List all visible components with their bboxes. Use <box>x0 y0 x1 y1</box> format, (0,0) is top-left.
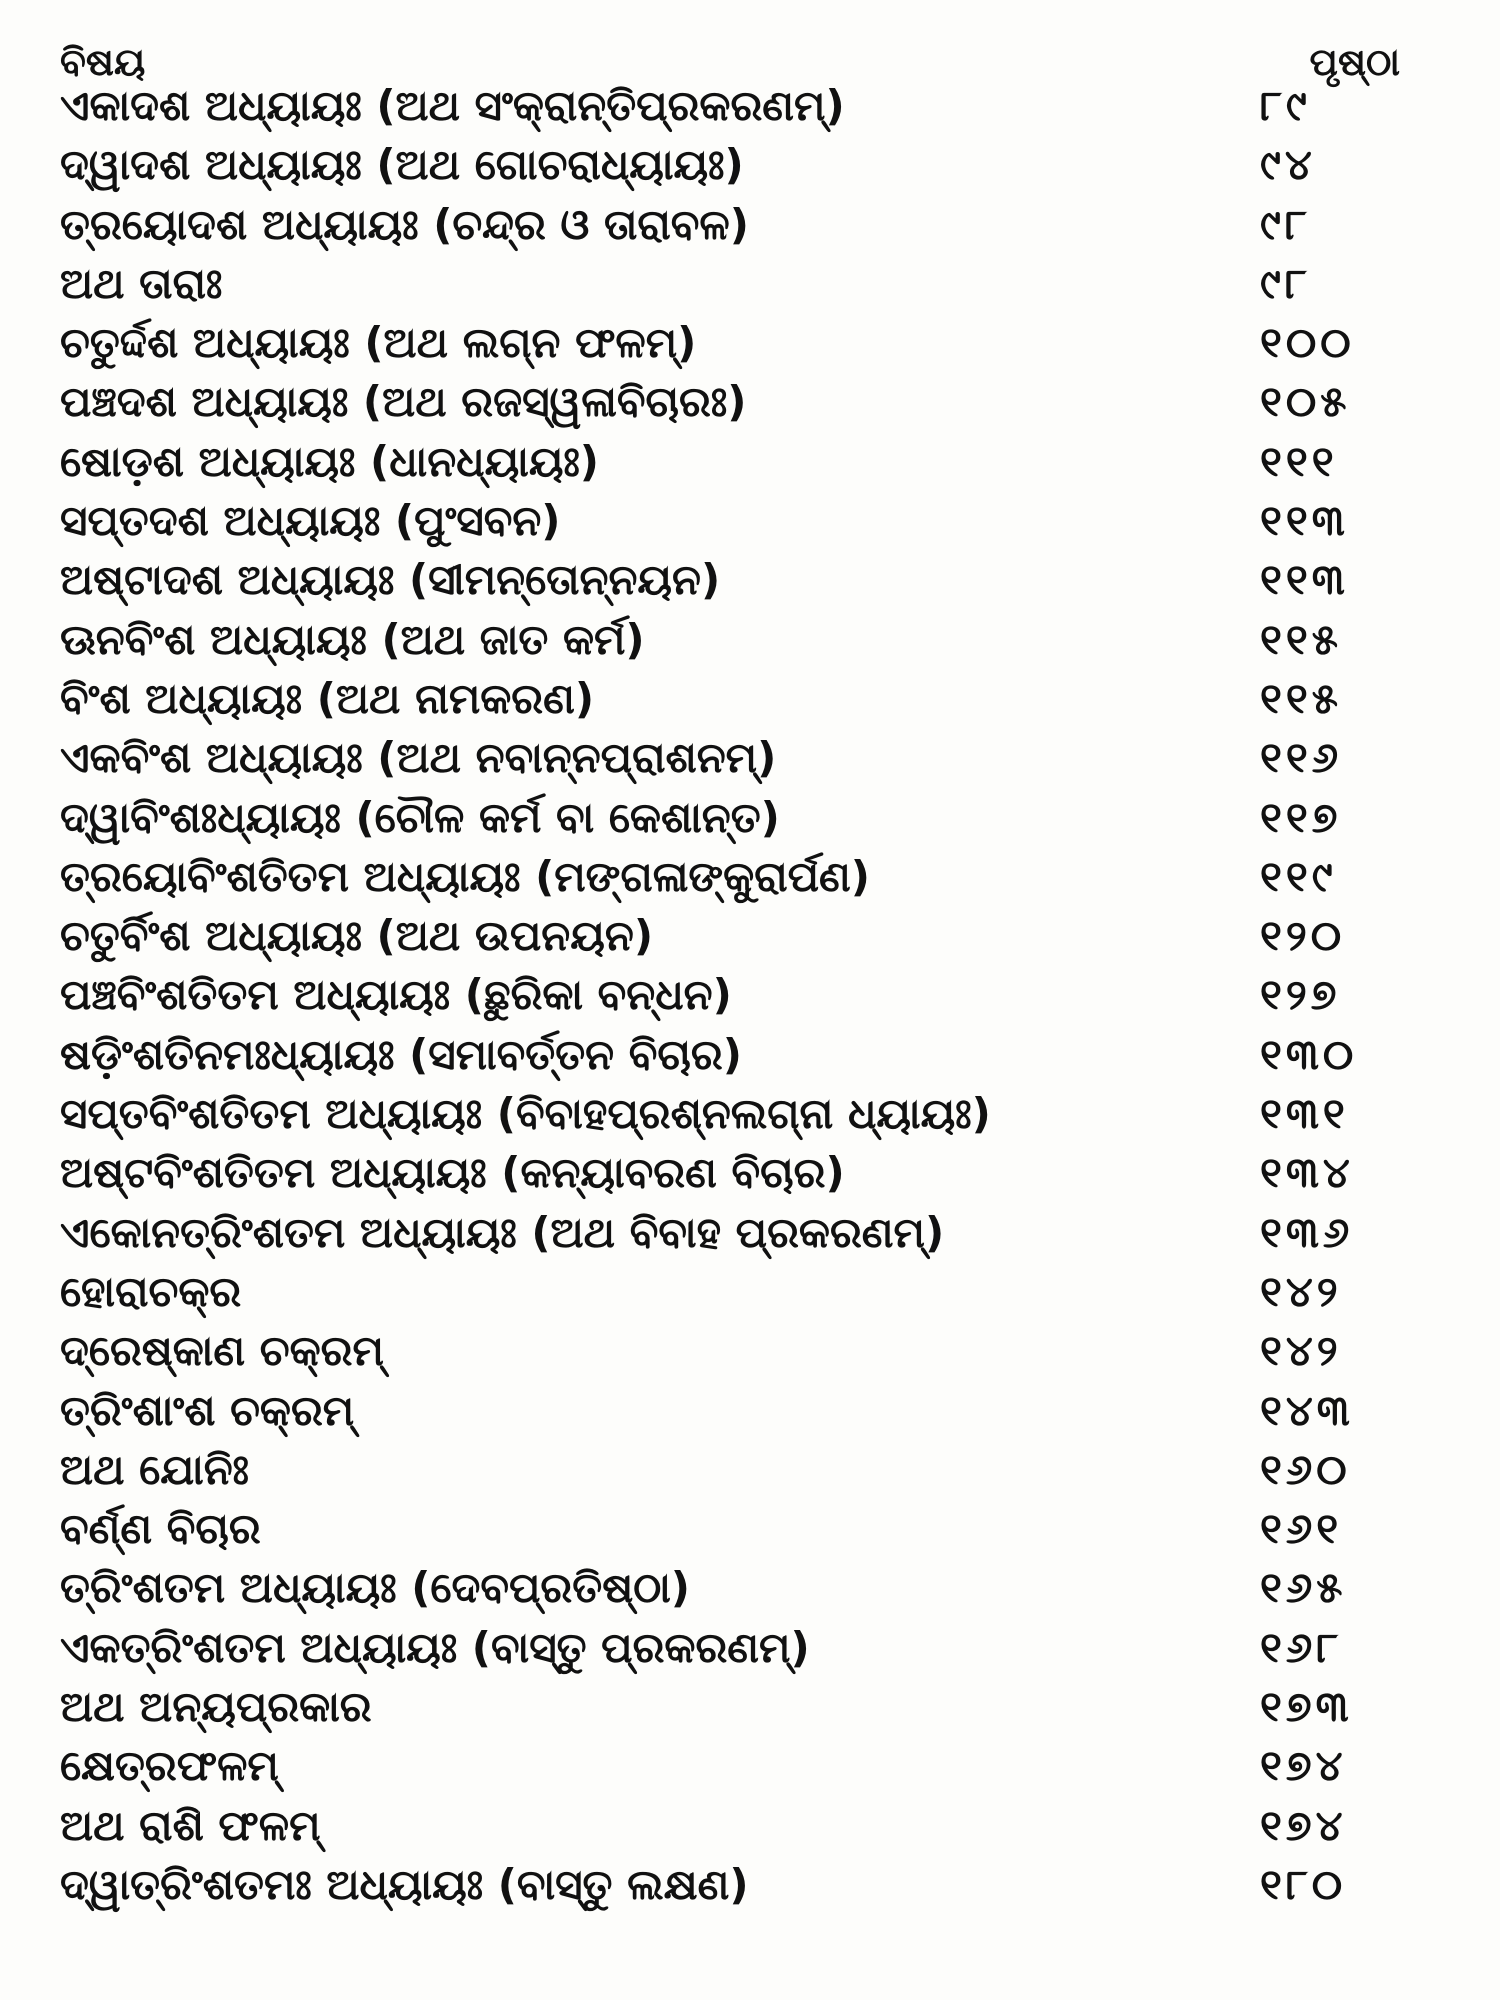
toc-entry-title: ତ୍ରୟୋଦଶ ଅଧ୍ୟାୟଃ (ଚନ୍ଦ୍ର ଓ ତାରାବଳ) <box>60 199 749 249</box>
toc-entry-title: ବର୍ଣ୍ଣ ବିଚାର <box>60 1504 261 1554</box>
toc-entry-page-number: ୯୪ <box>1260 140 1316 190</box>
toc-entry <box>60 1262 1400 1321</box>
toc-entry-title: ଦ୍ୱାଦଶ ଅଧ୍ୟାୟଃ (ଅଥ ଗୋଚରାଧ୍ୟାୟଃ) <box>60 140 744 190</box>
toc-entry <box>60 254 1400 313</box>
toc-entry <box>60 491 1400 550</box>
toc-entry <box>60 610 1400 669</box>
toc-entry-title: ବିଂଶ ଅଧ୍ୟାୟଃ (ଅଥ ନାମକରଣ) <box>60 673 595 723</box>
toc-entry-page-number: ୧୪୩ <box>1260 1385 1354 1435</box>
toc-entry <box>60 847 1400 906</box>
toc-entry <box>60 788 1400 847</box>
toc-entry-title: ଅଥ ତାରାଃ <box>60 258 223 308</box>
toc-entry-title: ଅଷ୍ଟାଦଶ ଅଧ୍ୟାୟଃ (ସୀମନ୍ତୋନ୍ନୟନ) <box>60 555 721 605</box>
toc-entry <box>60 1203 1400 1262</box>
toc-entry-page-number: ୧୧୭ <box>1260 792 1342 842</box>
toc-entry <box>60 1381 1400 1440</box>
toc-entry-page-number: ୧୪୨ <box>1260 1266 1342 1316</box>
toc-entry-page-number: ୧୪୨ <box>1260 1326 1342 1376</box>
toc-entry-title: ଏକତ୍ରିଂଶତମ ଅଧ୍ୟାୟଃ (ବାସ୍ତୁ ପ୍ରକରଣମ୍) <box>60 1622 810 1672</box>
toc-entry-page-number: ୯୮ <box>1260 199 1311 249</box>
toc-entry <box>60 1440 1400 1499</box>
toc-entry <box>60 728 1400 787</box>
toc-entry-title: ଊନବିଂଶ ଅଧ୍ୟାୟଃ (ଅଥ ଜାତ କର୍ମ) <box>60 614 645 664</box>
toc-entry <box>60 1618 1400 1677</box>
toc-entry-page-number: ୧୬୫ <box>1260 1563 1347 1613</box>
toc-entry-page-number: ୧୦୦ <box>1260 318 1355 368</box>
toc-entry-page-number: ୧୭୪ <box>1260 1741 1347 1791</box>
toc-entry-page-number: ୧୧୩ <box>1260 496 1349 546</box>
toc-entry <box>60 76 1400 135</box>
toc-entry-title: ପଞ୍ଚବିଂଶତିତମ ଅଧ୍ୟାୟଃ (ଛୁରିକା ବନ୍ଧନ) <box>60 970 732 1020</box>
toc-entry <box>60 1736 1400 1795</box>
toc-entry-title: ଅଷ୍ଟବିଂଶତିତମ ଅଧ୍ୟାୟଃ (କନ୍ୟାବରଣ ବିଚାର) <box>60 1148 845 1198</box>
toc-entry-title: ଅଥ ଅନ୍ୟପ୍ରକାର <box>60 1682 372 1732</box>
toc-entry-page-number: ୧୭୪ <box>1260 1800 1347 1850</box>
toc-entry-title: ସପ୍ତଦଶ ଅଧ୍ୟାୟଃ (ପୁଂସବନ) <box>60 496 561 546</box>
toc-entry-page-number: ୧୧୩ <box>1260 555 1349 605</box>
toc-entry-page-number: ୧୬୧ <box>1260 1504 1343 1554</box>
toc-entry-title: ଚତୁର୍ଦ୍ଦଶ ଅଧ୍ୟାୟଃ (ଅଥ ଲଗ୍ନ ଫଳମ୍) <box>60 318 697 368</box>
toc-entry-page-number: ୧୩୧ <box>1260 1089 1349 1139</box>
toc-entry-title: ଦ୍ୱାତ୍ରିଂଶତମଃ ଅଧ୍ୟାୟଃ (ବାସ୍ତୁ ଲକ୍ଷଣ) <box>60 1859 749 1909</box>
toc-entry-page-number: ୧୨୭ <box>1260 970 1341 1020</box>
toc-entry <box>60 313 1400 372</box>
page-column-label: ପୃଷ୍ଠା <box>1309 40 1400 84</box>
toc-entry-page-number: ୧୧୫ <box>1260 614 1342 664</box>
toc-entry-page-number: ୧୩୦ <box>1260 1029 1358 1079</box>
toc-entry <box>60 195 1400 254</box>
toc-entry-title: ପଞ୍ଚଦଶ ଅଧ୍ୟାୟଃ (ଅଥ ରଜସ୍ୱଳାବିଚାରଃ) <box>60 377 747 427</box>
toc-entry-page-number: ୧୨୦ <box>1260 911 1346 961</box>
toc-entry-page-number: ୧୧୯ <box>1260 851 1337 901</box>
toc-entry-title: ତ୍ରୟୋବିଂଶତିତମ ଅଧ୍ୟାୟଃ (ମଙ୍ଗଳାଙ୍କୁରାର୍ପଣ) <box>60 851 870 901</box>
subject-column-label: ବିଷୟ <box>60 40 146 84</box>
toc-entry <box>60 432 1400 491</box>
toc-entry <box>60 1558 1400 1617</box>
toc-entry-title: ଷୋଡ଼ଶ ଅଧ୍ୟାୟଃ (ଧାନଧ୍ୟାୟଃ) <box>60 436 600 486</box>
toc-list <box>60 76 1400 1914</box>
toc-entry-page-number: ୧୧୧ <box>1260 436 1338 486</box>
toc-entry-title: ସପ୍ତବିଂଶତିତମ ଅଧ୍ୟାୟଃ (ବିବାହପ୍ରଶ୍ନଲଗ୍ନା ଧ୍ୟାୟଃ) <box>60 1089 991 1139</box>
toc-entry <box>60 135 1400 194</box>
toc-entry-page-number: ୧୧୬ <box>1260 733 1343 783</box>
toc-entry <box>60 965 1400 1024</box>
toc-entry-title: ଦ୍ରେଷ୍କାଣ ଚକ୍ରମ୍ <box>60 1326 384 1376</box>
toc-entry-page-number: ୧୩୬ <box>1260 1207 1354 1257</box>
toc-entry-title: ଅଥ ରାଶି ଫଳମ୍ <box>60 1800 321 1850</box>
toc-entry <box>60 1499 1400 1558</box>
toc-entry <box>60 1084 1400 1143</box>
toc-entry <box>60 1143 1400 1202</box>
toc-entry <box>60 1796 1400 1855</box>
toc-entry-page-number: ୧୩୪ <box>1260 1148 1354 1198</box>
toc-entry-title: ଚତୁର୍ବିଂଶ ଅଧ୍ୟାୟଃ (ଅଥ ଉପନୟନ) <box>60 911 654 961</box>
toc-entry-title: ତ୍ରିଂଶାଂଶ ଚକ୍ରମ୍ <box>60 1385 355 1435</box>
toc-entry-page-number: ୧୧୫ <box>1260 673 1342 723</box>
toc-entry-page-number: ୯୮ <box>1260 258 1311 308</box>
toc-entry-title: ଏକୋନତ୍ରିଂଶତମ ଅଧ୍ୟାୟଃ (ଅଥ ବିବାହ ପ୍ରକରଣମ୍) <box>60 1207 945 1257</box>
toc-entry-title: ଦ୍ୱାବିଂଶଃଧ୍ୟାୟଃ (ଚୌଳ କର୍ମ ବା କେଶାନ୍ତ) <box>60 792 780 842</box>
toc-entry-title: ଷଡ଼ିଂଶତିନମଃଧ୍ୟାୟଃ (ସମାବର୍ତ୍ତନ ବିଚାର) <box>60 1029 742 1079</box>
toc-entry-title: ଅଥ ଯୋନିଃ <box>60 1444 250 1494</box>
toc-entry <box>60 1855 1400 1914</box>
toc-entry <box>60 906 1400 965</box>
toc-entry <box>60 1025 1400 1084</box>
toc-entry-title: ଏକାଦଶ ଅଧ୍ୟାୟଃ (ଅଥ ସଂକ୍ରାନ୍ତିପ୍ରକରଣମ୍) <box>60 81 845 130</box>
toc-entry-page-number: ୧୬୮ <box>1260 1622 1343 1672</box>
toc-entry <box>60 372 1400 431</box>
toc-entry-title: କ୍ଷେତ୍ରଫଳମ୍ <box>60 1741 279 1791</box>
toc-entry <box>60 1321 1400 1380</box>
toc-entry-title: ଏକବିଂଶ ଅଧ୍ୟାୟଃ (ଅଥ ନବାନ୍ନପ୍ରାଶନମ୍) <box>60 733 777 783</box>
toc-entry <box>60 550 1400 609</box>
toc-entry-page-number: ୧୮୦ <box>1260 1859 1347 1909</box>
toc-entry-page-number: ୧୬୦ <box>1260 1444 1351 1494</box>
toc-entry-page-number: ୮୯ <box>1260 81 1311 130</box>
toc-entry-title: ତ୍ରିଂଶତମ ଅଧ୍ୟାୟଃ (ଦେବପ୍ରତିଷ୍ଠା) <box>60 1563 690 1613</box>
toc-entry-page-number: ୧୦୫ <box>1260 377 1351 427</box>
toc-entry <box>60 669 1400 728</box>
toc-entry-title: ହୋରାଚକ୍ର <box>60 1266 242 1316</box>
toc-entry-page-number: ୧୭୩ <box>1260 1682 1353 1732</box>
toc-entry <box>60 1677 1400 1736</box>
